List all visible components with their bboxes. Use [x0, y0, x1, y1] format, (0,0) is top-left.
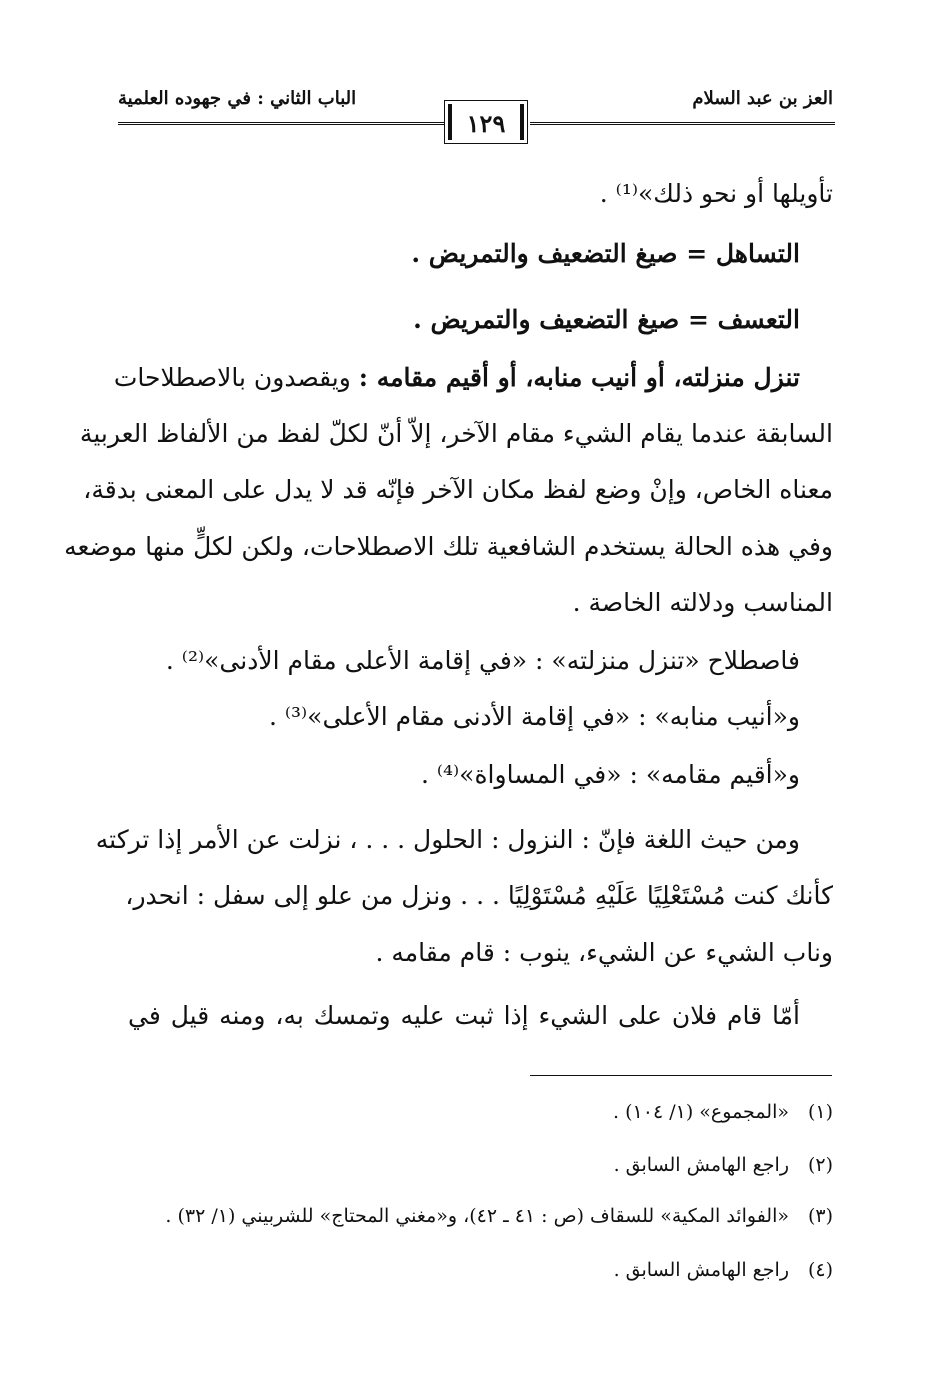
footnote-4: [128, 1250, 833, 1290]
body-line-13: كأنك كنت مُسْتَعْلِيًا عَلَيْهِ مُسْتَوْلِيًا . . . ونزل من علو إلى سفل : انحدر،: [125, 881, 833, 910]
footnote-text: «المجموع» (١/ ١٠٤) .: [613, 1101, 789, 1123]
term-heading: تنزل منزلته، أو أنيب منابه، أو أقيم مقامه :: [358, 363, 800, 392]
page-number-frame: [444, 100, 528, 144]
footnote-number: (١): [807, 1101, 833, 1123]
term-definition: ويقصدون بالاصطلاحات: [113, 363, 359, 392]
body-line-5: السابقة عندما يقام الشيء مقام الآخر، إلاّ أنّ لكلّ لفظ من الألفاظ العربية: [79, 419, 833, 448]
body-line-6: معناه الخاص، وإنْ وضع لفظ مكان الآخر فإنّه قد لا يدل على المعنى بدقة،: [83, 475, 833, 504]
body-line-11: و«أقيم مقامه» : «في المساواة»⁽⁴⁾ .: [420, 760, 800, 789]
header-rule-right: [530, 122, 835, 125]
body-line-3: التعسف = صيغ التضعيف والتمريض .: [413, 305, 800, 334]
footnote-number: (٤): [807, 1259, 833, 1281]
footnote-2: [128, 1145, 833, 1185]
body-line-8: المناسب ودلالته الخاصة .: [572, 588, 833, 617]
body-line-2: التساهل = صيغ التضعيف والتمريض .: [411, 239, 800, 268]
footnote-text: راجع الهامش السابق .: [613, 1154, 789, 1176]
body-line-12: ومن حيث اللغة فإنّ : النزول : الحلول . . . ، نزلت عن الأمر إذا تركته: [95, 825, 800, 854]
footnote-number: (٢): [807, 1154, 833, 1176]
body-line-15: أمّا قام فلان على الشيء إذا ثبت عليه وتمسك به، ومنه قيل في: [128, 1001, 800, 1030]
body-line-4: [113, 352, 800, 404]
running-header-chapter: الباب الثاني : في جهوده العلمية: [118, 88, 357, 109]
body-line-14: وناب الشيء عن الشيء، ينوب : قام مقامه .: [375, 938, 833, 967]
footnote-1: [128, 1092, 833, 1132]
body-line-10: و«أنيب منابه» : «في إقامة الأدنى مقام الأعلى»⁽³⁾ .: [268, 702, 800, 731]
header-rule-left: [118, 122, 444, 125]
body-line-1: تأويلها أو نحو ذلك»⁽¹⁾ .: [599, 179, 833, 208]
page-number: ١٢٩: [466, 109, 506, 138]
footnote-text: راجع الهامش السابق .: [613, 1259, 789, 1281]
footnote-3: [128, 1196, 833, 1236]
running-header-author: العز بن عبد السلام: [692, 88, 833, 109]
body-line-9: فاصطلاح «تنزل منزلته» : «في إقامة الأعلى مقام الأدنى»⁽²⁾ .: [165, 646, 800, 675]
footnote-text: «الفوائد المكية» للسقاف (ص : ٤١ ـ ٤٢)، و«مغني المحتاج» للشربيني (١/ ٣٢) .: [165, 1205, 789, 1227]
footnote-separator: [530, 1075, 832, 1076]
footnote-number: (٣): [807, 1205, 833, 1227]
body-line-7: وفي هذه الحالة يستخدم الشافعية تلك الاصطلاحات، ولكن لكلٍّ منها موضعه: [64, 532, 833, 561]
